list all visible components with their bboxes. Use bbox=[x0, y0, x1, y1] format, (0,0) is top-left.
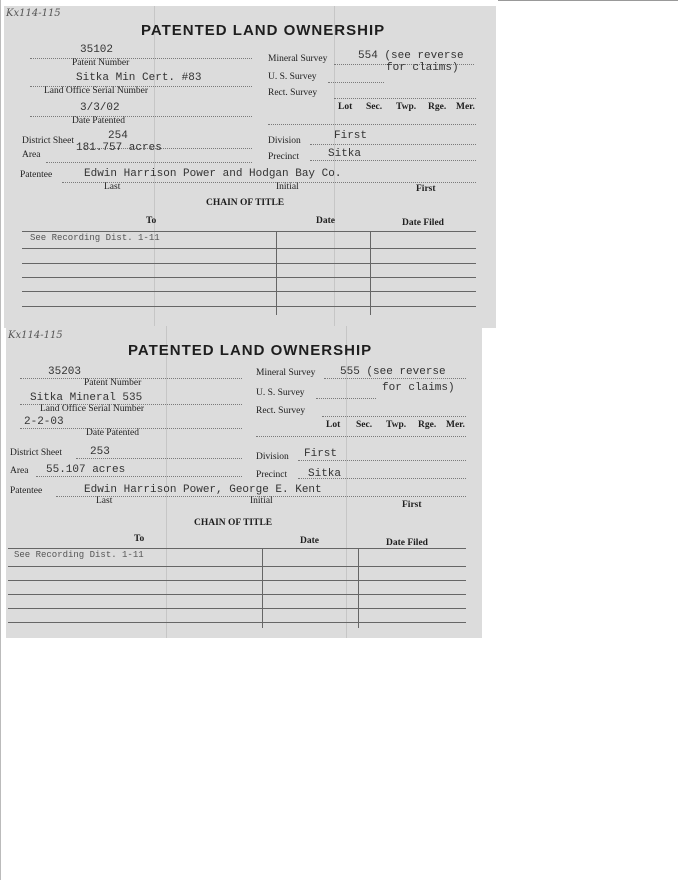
precinct-value: Sitka bbox=[308, 468, 342, 480]
district-sheet-value: 254 bbox=[108, 130, 128, 142]
underline bbox=[30, 116, 252, 117]
precinct-value: Sitka bbox=[328, 148, 362, 160]
table-rule bbox=[8, 594, 466, 595]
division-label: Division bbox=[256, 452, 289, 462]
rge-header: Rge. bbox=[418, 420, 437, 430]
underline bbox=[298, 460, 466, 461]
table-rule bbox=[8, 608, 466, 609]
col-date-filed: Date Filed bbox=[386, 538, 428, 548]
underline bbox=[334, 98, 476, 99]
table-rule bbox=[22, 306, 476, 307]
card-title: PATENTED LAND OWNERSHIP bbox=[128, 342, 373, 359]
lot-header: Lot bbox=[326, 420, 341, 430]
serial-value: Sitka Min Cert. #83 bbox=[76, 72, 202, 84]
serial-label: Land Office Serial Number bbox=[44, 86, 149, 96]
underline bbox=[298, 478, 466, 479]
mer-header: Mer. bbox=[456, 102, 475, 112]
patentee-value: Edwin Harrison Power and Hodgan Bay Co. bbox=[84, 168, 342, 180]
last-label: Last bbox=[104, 182, 121, 192]
table-divider bbox=[370, 231, 371, 315]
col-date: Date bbox=[300, 536, 319, 546]
table-rule bbox=[22, 231, 476, 232]
mineral-survey-label: Mineral Survey bbox=[256, 368, 316, 378]
initial-label: Initial bbox=[276, 182, 299, 192]
mineral-survey-value: 554 (see reverse bbox=[358, 50, 464, 62]
area-label: Area bbox=[22, 150, 41, 160]
area-value: 181.757 acres bbox=[76, 142, 162, 154]
lot-header: Lot bbox=[338, 102, 353, 112]
district-sheet-value: 253 bbox=[90, 446, 110, 458]
twp-header: Twp. bbox=[396, 102, 417, 112]
underline bbox=[316, 398, 376, 399]
underline bbox=[62, 182, 476, 183]
table-rule bbox=[8, 566, 466, 567]
serial-value: Sitka Mineral 535 bbox=[30, 392, 143, 404]
precinct-label: Precinct bbox=[268, 152, 300, 162]
mineral-survey-value-2: for claims) bbox=[386, 62, 459, 74]
division-value: First bbox=[304, 448, 338, 460]
underline bbox=[36, 476, 242, 477]
page-edge bbox=[498, 0, 678, 1]
area-value: 55.107 acres bbox=[46, 464, 126, 476]
table-rule bbox=[8, 622, 466, 623]
table-divider bbox=[262, 548, 263, 628]
area-label: Area bbox=[10, 466, 29, 476]
col-date-filed: Date Filed bbox=[402, 218, 444, 228]
col-date: Date bbox=[316, 216, 335, 226]
first-label: First bbox=[402, 500, 422, 510]
underline bbox=[328, 82, 384, 83]
mineral-survey-label: Mineral Survey bbox=[268, 54, 328, 64]
division-label: Division bbox=[268, 136, 301, 146]
chain-of-title-heading: CHAIN OF TITLE bbox=[206, 198, 285, 208]
underline bbox=[30, 58, 252, 59]
table-divider bbox=[276, 231, 277, 315]
district-sheet-label: District Sheet bbox=[10, 448, 62, 458]
mer-header: Mer. bbox=[446, 420, 465, 430]
table-rule bbox=[22, 263, 476, 264]
us-survey-label: U. S. Survey bbox=[256, 388, 305, 398]
date-patented-value: 2-2-03 bbox=[24, 416, 64, 428]
page-edge bbox=[0, 0, 1, 880]
underline bbox=[324, 378, 466, 379]
patent-number-value: 35203 bbox=[48, 366, 82, 378]
date-patented-label: Date Patented bbox=[72, 116, 126, 126]
chain-entry: See Recording Dist. 1-11 bbox=[14, 550, 144, 560]
last-label: Last bbox=[96, 496, 113, 506]
table-rule bbox=[8, 580, 466, 581]
patentee-label: Patentee bbox=[20, 170, 53, 180]
serial-label: Land Office Serial Number bbox=[40, 404, 145, 414]
us-survey-label: U. S. Survey bbox=[268, 72, 317, 82]
underline bbox=[256, 436, 466, 437]
chain-entry: See Recording Dist. 1-11 bbox=[30, 233, 160, 243]
patentee-label: Patentee bbox=[10, 486, 43, 496]
patent-number-label: Patent Number bbox=[84, 378, 142, 388]
table-divider bbox=[358, 548, 359, 628]
mineral-survey-value: 555 (see reverse bbox=[340, 366, 446, 378]
rge-header: Rge. bbox=[428, 102, 447, 112]
mineral-survey-value-2: for claims) bbox=[382, 382, 455, 394]
ownership-card-2 bbox=[6, 326, 482, 638]
scan-streak bbox=[334, 6, 335, 328]
underline bbox=[310, 144, 476, 145]
corner-note: Kx114-115 bbox=[8, 330, 63, 341]
patent-number-label: Patent Number bbox=[72, 58, 130, 68]
underline bbox=[268, 124, 476, 125]
twp-header: Twp. bbox=[386, 420, 407, 430]
col-to: To bbox=[146, 216, 157, 226]
sec-header: Sec. bbox=[366, 102, 383, 112]
underline bbox=[46, 162, 252, 163]
patentee-value: Edwin Harrison Power, George E. Kent bbox=[84, 484, 322, 496]
table-rule bbox=[22, 291, 476, 292]
scan-streak bbox=[166, 326, 167, 638]
corner-note: Kx114-115 bbox=[6, 8, 61, 19]
underline bbox=[310, 160, 476, 161]
district-sheet-label: District Sheet bbox=[22, 136, 74, 146]
underline bbox=[322, 416, 466, 417]
first-label: First bbox=[416, 184, 436, 194]
underline bbox=[76, 458, 242, 459]
rect-survey-label: Rect. Survey bbox=[268, 88, 318, 98]
ownership-card-1 bbox=[4, 6, 496, 328]
table-rule bbox=[22, 248, 476, 249]
card-title: PATENTED LAND OWNERSHIP bbox=[141, 22, 386, 39]
col-to: To bbox=[134, 534, 145, 544]
rect-survey-label: Rect. Survey bbox=[256, 406, 306, 416]
chain-of-title-heading: CHAIN OF TITLE bbox=[194, 518, 273, 528]
date-patented-label: Date Patented bbox=[86, 428, 140, 438]
sec-header: Sec. bbox=[356, 420, 373, 430]
patent-number-value: 35102 bbox=[80, 44, 114, 56]
table-rule bbox=[8, 548, 466, 549]
precinct-label: Precinct bbox=[256, 470, 288, 480]
scan-streak bbox=[154, 6, 155, 328]
table-rule bbox=[22, 277, 476, 278]
date-patented-value: 3/3/02 bbox=[80, 102, 120, 114]
division-value: First bbox=[334, 130, 368, 142]
initial-label: Initial bbox=[250, 496, 273, 506]
